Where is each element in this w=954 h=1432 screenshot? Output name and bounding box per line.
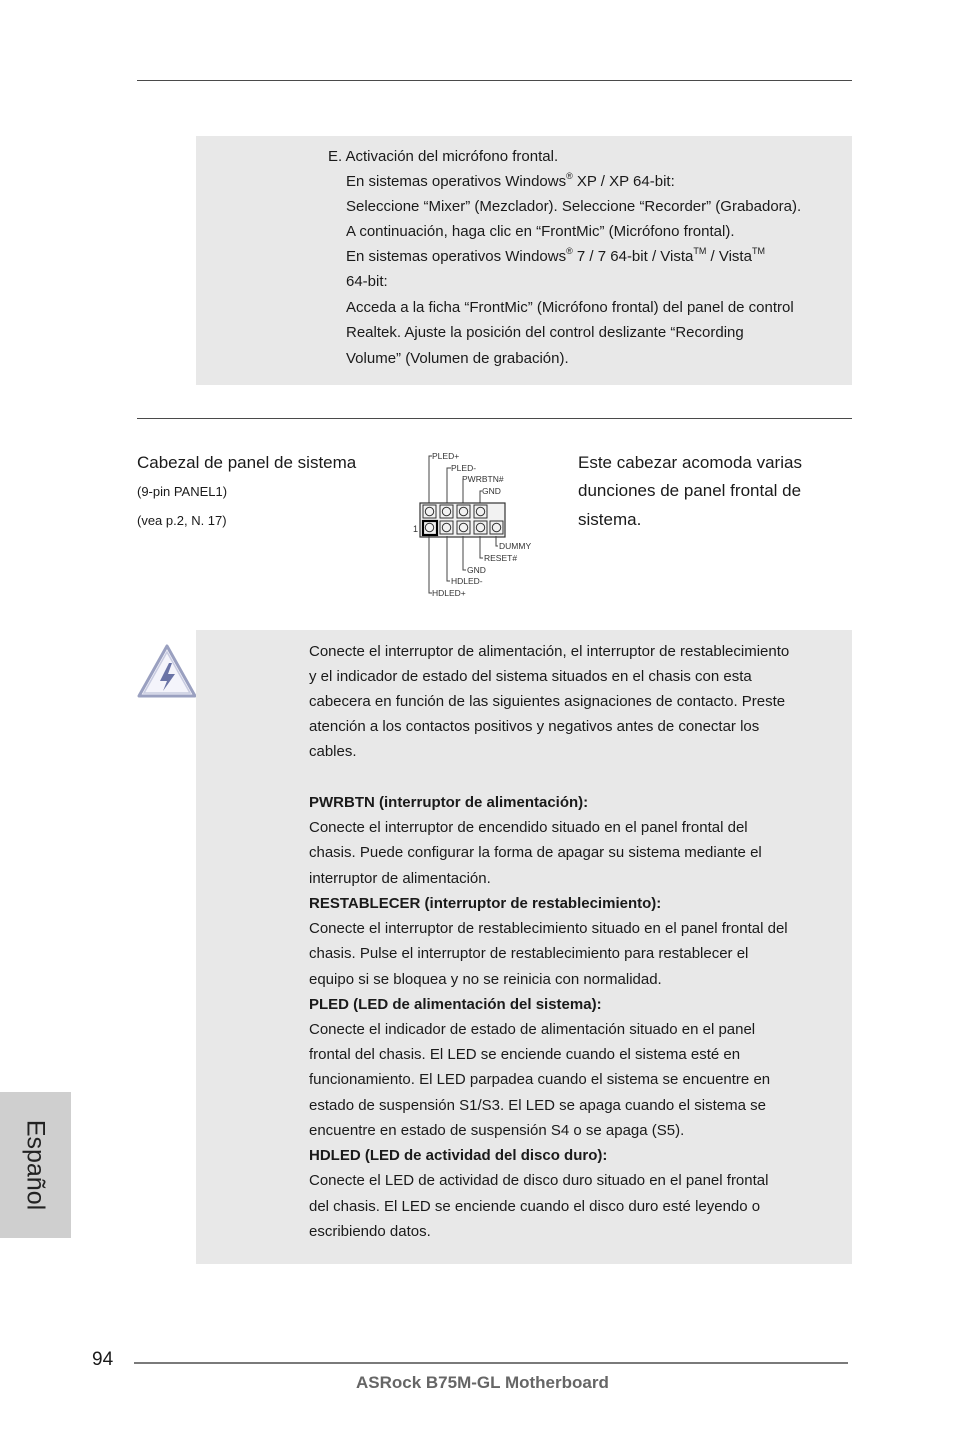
footer-rule: [134, 1362, 848, 1364]
pin-label-hdled-minus: HDLED-: [451, 576, 483, 586]
reset-line: chasis. Pulse el interruptor de restablecimiento para restablecer el: [309, 945, 749, 962]
intro-line: y el indicador de estado del sistema situados en el chasis con esta: [309, 668, 752, 685]
header-reference: (vea p.2, N. 17): [137, 513, 227, 528]
pin-label-dummy: DUMMY: [499, 541, 532, 551]
pled-line: estado de suspensión S1/S3. El LED se apaga cuando el sistema se: [309, 1097, 766, 1114]
top-rule: [137, 80, 852, 81]
header-desc-2: dunciones de panel frontal de: [578, 481, 802, 500]
pin-one-marker: 1: [413, 524, 419, 534]
pin-label-pwrbtn: PWRBTN#: [462, 474, 504, 484]
intro-line: Conecte el interruptor de alimentación, el interruptor de restablecimiento: [309, 643, 790, 660]
mic-line-6: 64-bit:: [346, 273, 388, 290]
pled-line: Conecte el indicador de estado de alimentación situado en el panel: [309, 1021, 756, 1038]
hdled-heading: HDLED (LED de actividad del disco duro):: [309, 1147, 608, 1164]
hdled-line: escribiendo datos.: [309, 1223, 431, 1240]
pled-line: frontal del chasis. El LED se enciende cuando el sistema esté en: [309, 1046, 741, 1063]
language-tab: [0, 1092, 71, 1238]
mic-line-2: En sistemas operativos Windows® XP / XP 64-bit:: [346, 171, 675, 190]
pin-label-reset: RESET#: [484, 553, 518, 563]
reset-line: equipo si se bloquea y no se reinicia con normalidad.: [309, 971, 662, 988]
intro-line: atención a los contactos positivos y negativos antes de conectar los: [309, 718, 760, 735]
intro-line: cabecera en función de las siguientes asignaciones de contacto. Preste: [309, 693, 786, 710]
pin-label-pled-plus: PLED+: [432, 451, 460, 461]
section-rule: [137, 418, 852, 419]
language-tab-label: Español: [21, 1119, 50, 1211]
mic-line-5: En sistemas operativos Windows® 7 / 7 64-bit / Vista™ / Vista™: [346, 246, 765, 265]
header-title: Cabezal de panel de sistema: [137, 453, 357, 472]
pled-line: encuentre en estado de suspensión S4 o se apaga (S5).: [309, 1122, 685, 1139]
warning-icon: [136, 643, 198, 699]
pwrbtn-heading: PWRBTN (interruptor de alimentación):: [309, 794, 589, 811]
mic-line-9: Volume” (Volumen de grabación).: [346, 350, 569, 367]
mic-line-4: A continuación, haga clic en “FrontMic” (Micrófono frontal).: [346, 223, 735, 240]
header-model: (9-pin PANEL1): [137, 484, 228, 499]
pin-label-gnd-bottom: GND: [467, 565, 486, 575]
pled-line: funcionamiento. El LED parpadea cuando el sistema se encuentre en: [309, 1071, 771, 1088]
pin-label-hdled-plus: HDLED+: [432, 588, 466, 598]
panel-header-diagram: [410, 446, 545, 602]
mic-line-1: E. Activación del micrófono frontal.: [328, 148, 559, 165]
mic-line-3: Seleccione “Mixer” (Mezclador). Seleccione “Recorder” (Grabadora).: [346, 198, 802, 215]
pwrbtn-line: Conecte el interruptor de encendido situado en el panel frontal del: [309, 819, 748, 836]
header-desc-3: sistema.: [578, 510, 642, 529]
hdled-line: del chasis. El LED se enciende cuando el disco duro esté leyendo o: [309, 1198, 761, 1215]
pwrbtn-line: chasis. Puede configurar la forma de apagar su sistema mediante el: [309, 844, 762, 861]
pwrbtn-line: interruptor de alimentación.: [309, 870, 491, 887]
footer-title: ASRock B75M-GL Motherboard: [356, 1373, 609, 1392]
page-number: 94: [92, 1349, 114, 1370]
pin-label-gnd-top: GND: [482, 486, 501, 496]
reset-line: Conecte el interruptor de restablecimiento situado en el panel frontal del: [309, 920, 788, 937]
header-desc-1: Este cabezar acomoda varias: [578, 453, 802, 472]
mic-line-8: Realtek. Ajuste la posición del control deslizante “Recording: [346, 324, 744, 341]
reset-heading: RESTABLECER (interruptor de restablecimiento):: [309, 895, 662, 912]
pled-heading: PLED (LED de alimentación del sistema):: [309, 996, 602, 1013]
intro-line: cables.: [309, 743, 357, 760]
mic-line-7: Acceda a la ficha “FrontMic” (Micrófono frontal) del panel de control: [346, 299, 794, 316]
pin-label-pled-minus: PLED-: [451, 463, 477, 473]
hdled-line: Conecte el LED de actividad de disco duro situado en el panel frontal: [309, 1172, 769, 1189]
